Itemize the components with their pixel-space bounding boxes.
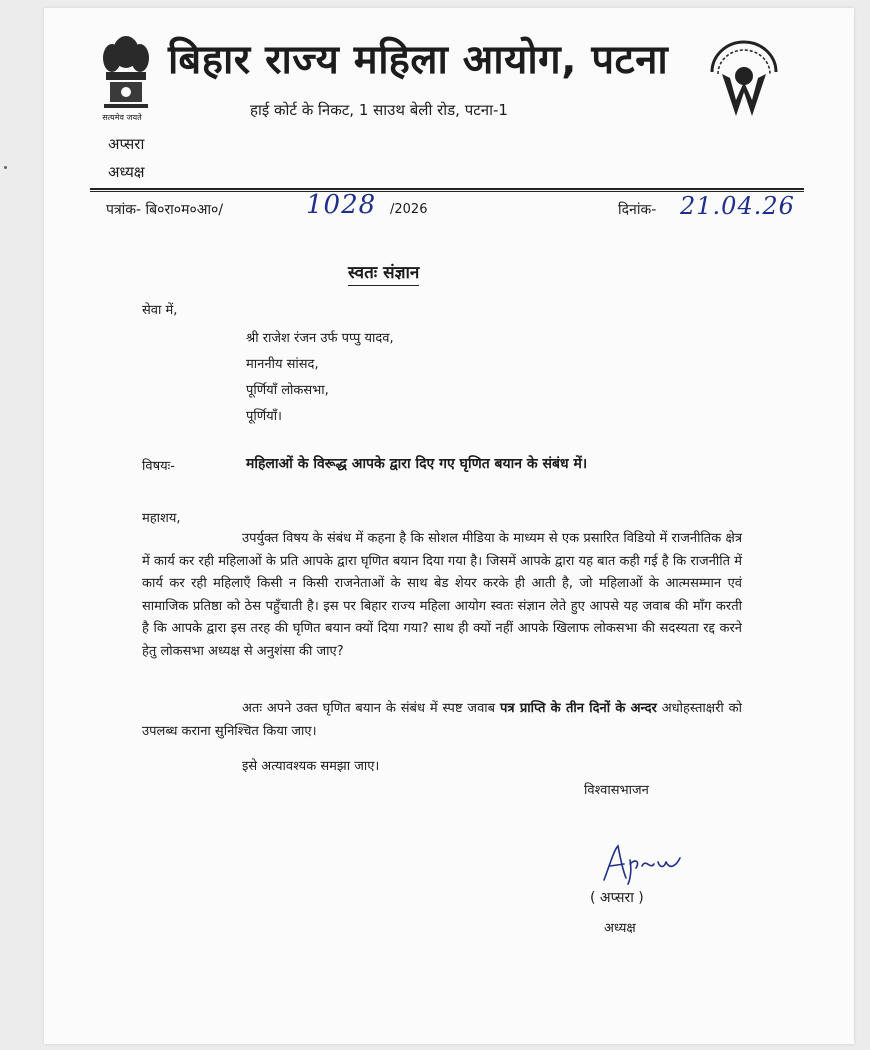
letter-page	[44, 8, 854, 1044]
signatory-post: अध्यक्ष	[604, 921, 636, 936]
recipient-line: श्री राजेश रंजन उर्फ पप्पु यादव,	[246, 331, 394, 346]
recipient-line: माननीय सांसद,	[246, 357, 319, 372]
emblem-caption: सत्यमेव जयते	[102, 113, 142, 122]
officer-name: अप्सरा	[108, 135, 145, 153]
signatory-name: ( अप्सरा )	[590, 890, 644, 906]
reference-label: पत्रांक- बि०रा०म०आ०/	[106, 202, 224, 218]
date-label: दिनांक-	[618, 202, 657, 218]
salutation: महाशय,	[142, 511, 181, 526]
commission-logo-icon	[706, 38, 782, 122]
handwritten-signature	[600, 840, 684, 886]
subject-label: विषयः-	[142, 459, 175, 474]
paragraph-2-start: अतः अपने उक्त घृणित बयान के संबंध में स्पष्ट जवाब	[242, 701, 496, 716]
officer-post: अध्यक्ष	[108, 163, 145, 181]
organization-address: हाई कोर्ट के निकट, 1 साउथ बेली रोड, पटना-1	[250, 101, 508, 119]
subject-text: महिलाओं के विरूद्ध आपके द्वारा दिए गए घृणित बयान के संबंध में।	[246, 456, 588, 472]
body-paragraph-1: उपर्युक्त विषय के संबंध में कहना है कि सोशल मीडिया के माध्यम से एक प्रसारित विडियो में राजनीतिक क्षेत्र में कार्य कर रही महिलाओं के प्रति आपके द्वारा घृणित बयान दिया गया है। जिसमें आपके द्वारा यह बात कही गई है कि राजनीति में कार्य कर रही महिलाएँ किसी न किसी राजनेताओं के साथ बेड शेयर करके ही आती है, जो महिलाओं के आत्मसम्मान एवं सामाजिक प्रतिष्ठा को ठेस पहुँचाती है। इस पर बिहार राज्य महिला आयोग स्वतः संज्ञान लेते हुए आपसे यह जवाब की माँग करती है कि आपके द्वारा इस तरह की घृणित बयान क्यों दिया गया? साथ ही क्यों नहीं आपके खिलाफ लोकसभा की सदस्यता रद्द करने हेतु लोकसभा अध्यक्ष से अनुशंसा की जाए?	[142, 531, 742, 659]
paragraph-2-deadline: पत्र प्राप्ति के तीन दिनों के अन्दर	[500, 701, 657, 716]
reference-number: 1028	[306, 190, 377, 220]
body-paragraph-2	[142, 698, 742, 743]
recipient-line: पूर्णियाँ लोकसभा,	[246, 383, 329, 398]
yours-faithfully: विश्वासभाजन	[584, 783, 649, 798]
closing-line: इसे अत्यावश्यक समझा जाए।	[242, 759, 380, 774]
recipient-label: सेवा में,	[142, 303, 178, 318]
state-emblem-icon	[96, 32, 156, 118]
letter-heading: स्वतः संज्ञान	[348, 260, 419, 286]
organization-title: बिहार राज्य महिला आयोग, पटना	[168, 37, 669, 83]
reference-year: /2026	[390, 202, 428, 217]
scan-speck	[4, 166, 7, 169]
paragraph-2-end: अधोहस्ताक्षरी को उपलब्ध कराना सुनिश्चित किया जाए।	[142, 701, 742, 739]
header-divider	[90, 188, 804, 190]
date-value: 21.04.26	[680, 192, 795, 220]
recipient-line: पूर्णियाँ।	[246, 409, 282, 424]
